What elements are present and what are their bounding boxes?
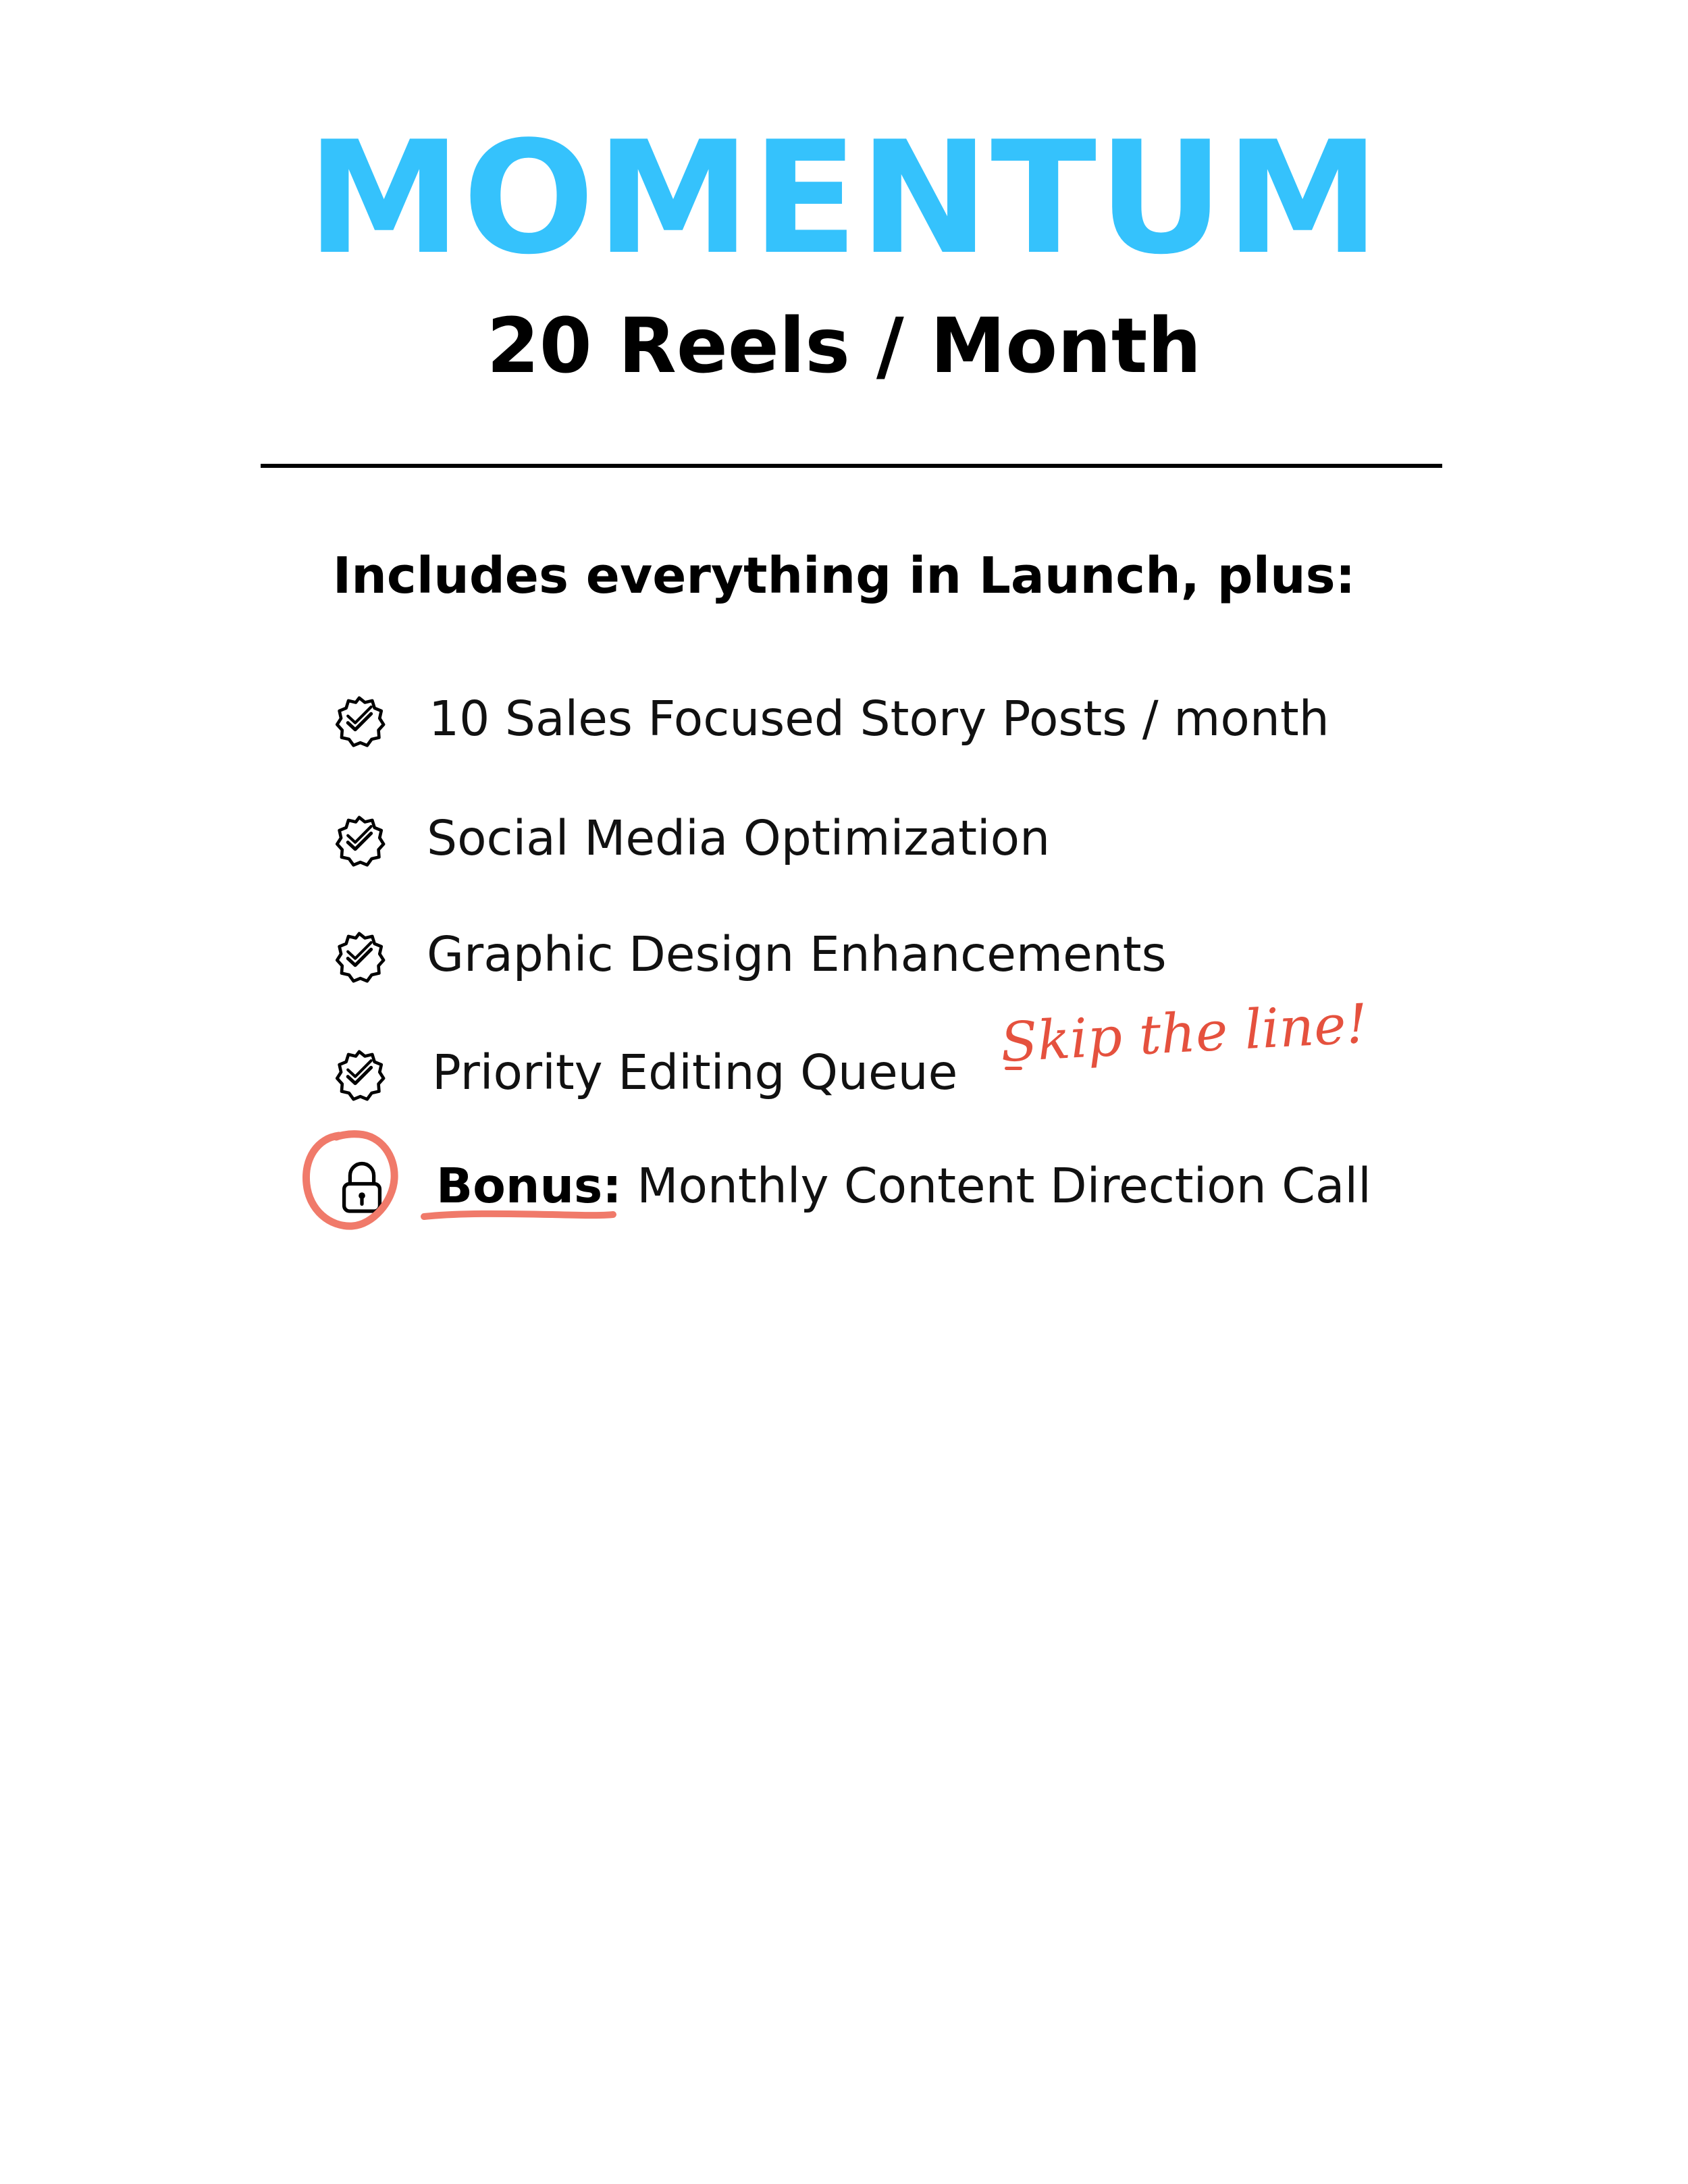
- skip-the-line-note: Skip the line!: [999, 992, 1369, 1074]
- badge-check-icon: [331, 929, 388, 986]
- badge-check-icon: [331, 813, 388, 870]
- divider: [261, 464, 1442, 468]
- feature-text: Social Media Optimization: [427, 810, 1051, 866]
- badge-check-icon: [331, 693, 388, 750]
- feature-text: Graphic Design Enhancements: [427, 926, 1167, 982]
- includes-heading: Includes everything in Launch, plus:: [332, 547, 1356, 605]
- plan-subtitle: 20 Reels / Month: [486, 302, 1202, 390]
- page-title: MOMENTUM: [307, 109, 1381, 289]
- bonus-description: Monthly Content Direction Call: [621, 1158, 1371, 1214]
- badge-check-icon: [331, 1047, 388, 1104]
- bonus-label: Bonus:: [436, 1158, 622, 1214]
- circle-annotation: [292, 1121, 413, 1242]
- feature-text: Priority Editing Queue: [432, 1044, 958, 1100]
- feature-text: 10 Sales Focused Story Posts / month: [429, 691, 1329, 747]
- underline-annotation: [417, 1206, 620, 1226]
